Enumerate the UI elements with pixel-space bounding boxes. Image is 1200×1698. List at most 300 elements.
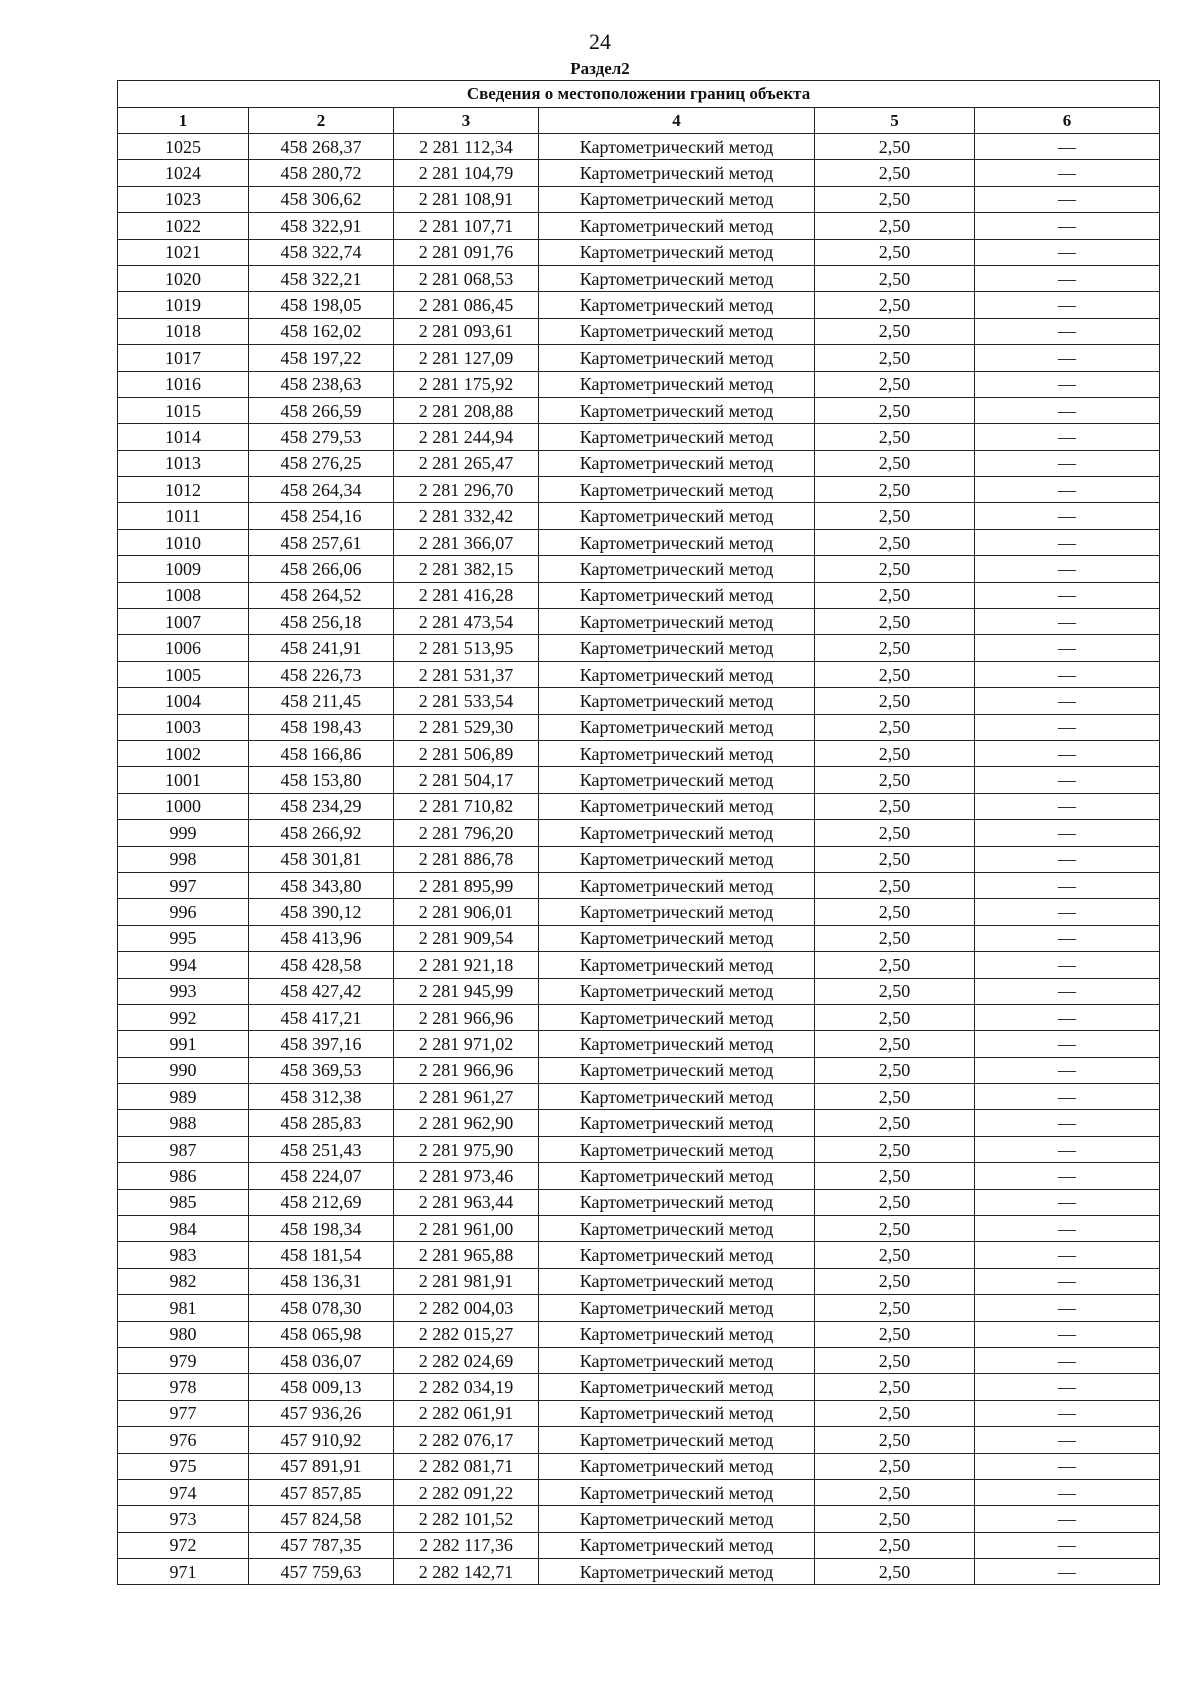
table-row xyxy=(118,1136,1160,1162)
x-coordinate-cell: 458 181,54 xyxy=(249,1242,394,1268)
method-cell: Картометрический метод xyxy=(539,1321,815,1347)
point-number-cell: 983 xyxy=(118,1242,249,1268)
boundary-coordinates-table xyxy=(117,80,1160,1585)
method-cell: Картометрический метод xyxy=(539,688,815,714)
x-coordinate-cell: 458 312,38 xyxy=(249,1084,394,1110)
x-coordinate-cell: 458 254,16 xyxy=(249,503,394,529)
description-cell: — xyxy=(975,582,1160,608)
table-row xyxy=(118,160,1160,186)
point-number-cell: 1005 xyxy=(118,661,249,687)
x-coordinate-cell: 457 910,92 xyxy=(249,1427,394,1453)
x-coordinate-cell: 458 322,21 xyxy=(249,265,394,291)
x-coordinate-cell: 458 136,31 xyxy=(249,1268,394,1294)
method-cell: Картометрический метод xyxy=(539,1189,815,1215)
table-row xyxy=(118,1031,1160,1057)
table-row xyxy=(118,397,1160,423)
point-number-cell: 1002 xyxy=(118,740,249,766)
table-row xyxy=(118,1004,1160,1030)
point-number-cell: 979 xyxy=(118,1347,249,1373)
point-number-cell: 976 xyxy=(118,1427,249,1453)
table-row xyxy=(118,1084,1160,1110)
accuracy-cell: 2,50 xyxy=(815,767,975,793)
y-coordinate-cell: 2 281 965,88 xyxy=(394,1242,539,1268)
description-cell: — xyxy=(975,1216,1160,1242)
method-cell: Картометрический метод xyxy=(539,503,815,529)
table-row xyxy=(118,793,1160,819)
table-row xyxy=(118,872,1160,898)
description-cell: — xyxy=(975,793,1160,819)
x-coordinate-cell: 458 065,98 xyxy=(249,1321,394,1347)
point-number-cell: 1013 xyxy=(118,450,249,476)
point-number-cell: 996 xyxy=(118,899,249,925)
method-cell: Картометрический метод xyxy=(539,1004,815,1030)
method-cell: Картометрический метод xyxy=(539,1295,815,1321)
y-coordinate-cell: 2 281 921,18 xyxy=(394,952,539,978)
table-caption-row xyxy=(118,81,1160,108)
point-number-cell: 971 xyxy=(118,1559,249,1585)
x-coordinate-cell: 457 824,58 xyxy=(249,1506,394,1532)
point-number-cell: 1016 xyxy=(118,371,249,397)
method-cell: Картометрический метод xyxy=(539,978,815,1004)
point-number-cell: 997 xyxy=(118,872,249,898)
point-number-cell: 1015 xyxy=(118,397,249,423)
accuracy-cell: 2,50 xyxy=(815,239,975,265)
point-number-cell: 987 xyxy=(118,1136,249,1162)
method-cell: Картометрический метод xyxy=(539,397,815,423)
table-row xyxy=(118,503,1160,529)
point-number-cell: 1011 xyxy=(118,503,249,529)
description-cell: — xyxy=(975,1242,1160,1268)
method-cell: Картометрический метод xyxy=(539,1057,815,1083)
method-cell: Картометрический метод xyxy=(539,1506,815,1532)
table-row xyxy=(118,318,1160,344)
point-number-cell: 985 xyxy=(118,1189,249,1215)
point-number-cell: 981 xyxy=(118,1295,249,1321)
accuracy-cell: 2,50 xyxy=(815,978,975,1004)
method-cell: Картометрический метод xyxy=(539,186,815,212)
description-cell: — xyxy=(975,820,1160,846)
table-row xyxy=(118,1189,1160,1215)
table-row xyxy=(118,1057,1160,1083)
description-cell: — xyxy=(975,740,1160,766)
point-number-cell: 1014 xyxy=(118,424,249,450)
x-coordinate-cell: 458 256,18 xyxy=(249,609,394,635)
x-coordinate-cell: 457 857,85 xyxy=(249,1479,394,1505)
column-number: 5 xyxy=(815,108,975,134)
point-number-cell: 973 xyxy=(118,1506,249,1532)
description-cell: — xyxy=(975,265,1160,291)
accuracy-cell: 2,50 xyxy=(815,529,975,555)
accuracy-cell: 2,50 xyxy=(815,265,975,291)
method-cell: Картометрический метод xyxy=(539,1479,815,1505)
description-cell: — xyxy=(975,186,1160,212)
table-row xyxy=(118,265,1160,291)
y-coordinate-cell: 2 281 975,90 xyxy=(394,1136,539,1162)
x-coordinate-cell: 458 279,53 xyxy=(249,424,394,450)
description-cell: — xyxy=(975,1057,1160,1083)
method-cell: Картометрический метод xyxy=(539,1532,815,1558)
y-coordinate-cell: 2 281 382,15 xyxy=(394,556,539,582)
description-cell: — xyxy=(975,477,1160,503)
accuracy-cell: 2,50 xyxy=(815,556,975,582)
description-cell: — xyxy=(975,1189,1160,1215)
point-number-cell: 993 xyxy=(118,978,249,1004)
method-cell: Картометрический метод xyxy=(539,1216,815,1242)
point-number-cell: 982 xyxy=(118,1268,249,1294)
description-cell: — xyxy=(975,1110,1160,1136)
accuracy-cell: 2,50 xyxy=(815,1479,975,1505)
accuracy-cell: 2,50 xyxy=(815,450,975,476)
x-coordinate-cell: 458 036,07 xyxy=(249,1347,394,1373)
y-coordinate-cell: 2 281 068,53 xyxy=(394,265,539,291)
table-row xyxy=(118,635,1160,661)
method-cell: Картометрический метод xyxy=(539,134,815,160)
method-cell: Картометрический метод xyxy=(539,265,815,291)
description-cell: — xyxy=(975,1295,1160,1321)
x-coordinate-cell: 458 266,92 xyxy=(249,820,394,846)
description-cell: — xyxy=(975,1084,1160,1110)
method-cell: Картометрический метод xyxy=(539,740,815,766)
x-coordinate-cell: 458 241,91 xyxy=(249,635,394,661)
y-coordinate-cell: 2 281 963,44 xyxy=(394,1189,539,1215)
description-cell: — xyxy=(975,239,1160,265)
x-coordinate-cell: 458 397,16 xyxy=(249,1031,394,1057)
x-coordinate-cell: 458 427,42 xyxy=(249,978,394,1004)
description-cell: — xyxy=(975,371,1160,397)
x-coordinate-cell: 458 343,80 xyxy=(249,872,394,898)
x-coordinate-cell: 458 166,86 xyxy=(249,740,394,766)
description-cell: — xyxy=(975,1347,1160,1373)
method-cell: Картометрический метод xyxy=(539,1400,815,1426)
method-cell: Картометрический метод xyxy=(539,635,815,661)
table-row xyxy=(118,1295,1160,1321)
accuracy-cell: 2,50 xyxy=(815,899,975,925)
description-cell: — xyxy=(975,1479,1160,1505)
accuracy-cell: 2,50 xyxy=(815,1347,975,1373)
description-cell: — xyxy=(975,952,1160,978)
y-coordinate-cell: 2 281 473,54 xyxy=(394,609,539,635)
table-row xyxy=(118,925,1160,951)
x-coordinate-cell: 458 268,37 xyxy=(249,134,394,160)
x-coordinate-cell: 458 078,30 xyxy=(249,1295,394,1321)
point-number-cell: 1006 xyxy=(118,635,249,661)
description-cell: — xyxy=(975,1400,1160,1426)
point-number-cell: 992 xyxy=(118,1004,249,1030)
y-coordinate-cell: 2 281 966,96 xyxy=(394,1004,539,1030)
y-coordinate-cell: 2 281 529,30 xyxy=(394,714,539,740)
x-coordinate-cell: 458 197,22 xyxy=(249,345,394,371)
accuracy-cell: 2,50 xyxy=(815,925,975,951)
y-coordinate-cell: 2 281 108,91 xyxy=(394,186,539,212)
y-coordinate-cell: 2 281 107,71 xyxy=(394,213,539,239)
y-coordinate-cell: 2 281 112,34 xyxy=(394,134,539,160)
x-coordinate-cell: 458 257,61 xyxy=(249,529,394,555)
point-number-cell: 995 xyxy=(118,925,249,951)
x-coordinate-cell: 458 301,81 xyxy=(249,846,394,872)
y-coordinate-cell: 2 281 906,01 xyxy=(394,899,539,925)
x-coordinate-cell: 458 280,72 xyxy=(249,160,394,186)
x-coordinate-cell: 458 153,80 xyxy=(249,767,394,793)
y-coordinate-cell: 2 281 208,88 xyxy=(394,397,539,423)
accuracy-cell: 2,50 xyxy=(815,1084,975,1110)
y-coordinate-cell: 2 281 961,00 xyxy=(394,1216,539,1242)
accuracy-cell: 2,50 xyxy=(815,371,975,397)
description-cell: — xyxy=(975,529,1160,555)
y-coordinate-cell: 2 281 296,70 xyxy=(394,477,539,503)
y-coordinate-cell: 2 281 710,82 xyxy=(394,793,539,819)
method-cell: Картометрический метод xyxy=(539,371,815,397)
table-row xyxy=(118,477,1160,503)
y-coordinate-cell: 2 281 971,02 xyxy=(394,1031,539,1057)
y-coordinate-cell: 2 282 142,71 xyxy=(394,1559,539,1585)
y-coordinate-cell: 2 282 015,27 xyxy=(394,1321,539,1347)
x-coordinate-cell: 458 417,21 xyxy=(249,1004,394,1030)
accuracy-cell: 2,50 xyxy=(815,160,975,186)
accuracy-cell: 2,50 xyxy=(815,1374,975,1400)
table-row xyxy=(118,1453,1160,1479)
description-cell: — xyxy=(975,160,1160,186)
accuracy-cell: 2,50 xyxy=(815,582,975,608)
x-coordinate-cell: 457 936,26 xyxy=(249,1400,394,1426)
point-number-cell: 1004 xyxy=(118,688,249,714)
x-coordinate-cell: 458 162,02 xyxy=(249,318,394,344)
y-coordinate-cell: 2 281 909,54 xyxy=(394,925,539,951)
description-cell: — xyxy=(975,1559,1160,1585)
accuracy-cell: 2,50 xyxy=(815,1321,975,1347)
accuracy-cell: 2,50 xyxy=(815,740,975,766)
y-coordinate-cell: 2 282 091,22 xyxy=(394,1479,539,1505)
point-number-cell: 1008 xyxy=(118,582,249,608)
accuracy-cell: 2,50 xyxy=(815,1427,975,1453)
table-row xyxy=(118,1163,1160,1189)
x-coordinate-cell: 458 238,63 xyxy=(249,371,394,397)
x-coordinate-cell: 458 212,69 xyxy=(249,1189,394,1215)
accuracy-cell: 2,50 xyxy=(815,1189,975,1215)
table-row xyxy=(118,1479,1160,1505)
method-cell: Картометрический метод xyxy=(539,345,815,371)
accuracy-cell: 2,50 xyxy=(815,186,975,212)
y-coordinate-cell: 2 282 034,19 xyxy=(394,1374,539,1400)
point-number-cell: 1010 xyxy=(118,529,249,555)
description-cell: — xyxy=(975,714,1160,740)
description-cell: — xyxy=(975,1136,1160,1162)
table-row xyxy=(118,661,1160,687)
point-number-cell: 984 xyxy=(118,1216,249,1242)
x-coordinate-cell: 458 211,45 xyxy=(249,688,394,714)
column-number-row xyxy=(118,108,1160,134)
y-coordinate-cell: 2 281 886,78 xyxy=(394,846,539,872)
x-coordinate-cell: 458 234,29 xyxy=(249,793,394,819)
y-coordinate-cell: 2 281 091,76 xyxy=(394,239,539,265)
table-row xyxy=(118,899,1160,925)
method-cell: Картометрический метод xyxy=(539,292,815,318)
accuracy-cell: 2,50 xyxy=(815,1110,975,1136)
x-coordinate-cell: 458 224,07 xyxy=(249,1163,394,1189)
accuracy-cell: 2,50 xyxy=(815,318,975,344)
point-number-cell: 977 xyxy=(118,1400,249,1426)
table-row xyxy=(118,820,1160,846)
description-cell: — xyxy=(975,899,1160,925)
y-coordinate-cell: 2 282 024,69 xyxy=(394,1347,539,1373)
x-coordinate-cell: 458 009,13 xyxy=(249,1374,394,1400)
description-cell: — xyxy=(975,767,1160,793)
x-coordinate-cell: 457 891,91 xyxy=(249,1453,394,1479)
accuracy-cell: 2,50 xyxy=(815,1532,975,1558)
accuracy-cell: 2,50 xyxy=(815,1216,975,1242)
method-cell: Картометрический метод xyxy=(539,767,815,793)
y-coordinate-cell: 2 281 531,37 xyxy=(394,661,539,687)
table-row xyxy=(118,1110,1160,1136)
method-cell: Картометрический метод xyxy=(539,529,815,555)
point-number-cell: 1009 xyxy=(118,556,249,582)
y-coordinate-cell: 2 282 081,71 xyxy=(394,1453,539,1479)
table-row xyxy=(118,213,1160,239)
x-coordinate-cell: 458 276,25 xyxy=(249,450,394,476)
method-cell: Картометрический метод xyxy=(539,925,815,951)
description-cell: — xyxy=(975,872,1160,898)
description-cell: — xyxy=(975,609,1160,635)
accuracy-cell: 2,50 xyxy=(815,1453,975,1479)
accuracy-cell: 2,50 xyxy=(815,1400,975,1426)
method-cell: Картометрический метод xyxy=(539,1242,815,1268)
method-cell: Картометрический метод xyxy=(539,477,815,503)
method-cell: Картометрический метод xyxy=(539,1110,815,1136)
x-coordinate-cell: 458 264,34 xyxy=(249,477,394,503)
description-cell: — xyxy=(975,1374,1160,1400)
table-row xyxy=(118,952,1160,978)
column-number: 2 xyxy=(249,108,394,134)
point-number-cell: 1023 xyxy=(118,186,249,212)
accuracy-cell: 2,50 xyxy=(815,134,975,160)
method-cell: Картометрический метод xyxy=(539,318,815,344)
column-number: 6 xyxy=(975,108,1160,134)
table-row xyxy=(118,688,1160,714)
column-number: 3 xyxy=(394,108,539,134)
table-row xyxy=(118,1242,1160,1268)
method-cell: Картометрический метод xyxy=(539,450,815,476)
point-number-cell: 1000 xyxy=(118,793,249,819)
accuracy-cell: 2,50 xyxy=(815,1268,975,1294)
description-cell: — xyxy=(975,1163,1160,1189)
method-cell: Картометрический метод xyxy=(539,1136,815,1162)
y-coordinate-cell: 2 281 093,61 xyxy=(394,318,539,344)
description-cell: — xyxy=(975,1321,1160,1347)
y-coordinate-cell: 2 281 945,99 xyxy=(394,978,539,1004)
accuracy-cell: 2,50 xyxy=(815,1559,975,1585)
accuracy-cell: 2,50 xyxy=(815,846,975,872)
y-coordinate-cell: 2 282 076,17 xyxy=(394,1427,539,1453)
method-cell: Картометрический метод xyxy=(539,213,815,239)
section-title: Раздел2 xyxy=(570,59,630,78)
y-coordinate-cell: 2 281 513,95 xyxy=(394,635,539,661)
y-coordinate-cell: 2 281 265,47 xyxy=(394,450,539,476)
method-cell: Картометрический метод xyxy=(539,661,815,687)
method-cell: Картометрический метод xyxy=(539,1559,815,1585)
method-cell: Картометрический метод xyxy=(539,714,815,740)
point-number-cell: 972 xyxy=(118,1532,249,1558)
x-coordinate-cell: 458 390,12 xyxy=(249,899,394,925)
x-coordinate-cell: 458 266,59 xyxy=(249,397,394,423)
table-row xyxy=(118,292,1160,318)
table-row xyxy=(118,345,1160,371)
y-coordinate-cell: 2 281 895,99 xyxy=(394,872,539,898)
accuracy-cell: 2,50 xyxy=(815,793,975,819)
method-cell: Картометрический метод xyxy=(539,160,815,186)
table-row xyxy=(118,529,1160,555)
method-cell: Картометрический метод xyxy=(539,424,815,450)
accuracy-cell: 2,50 xyxy=(815,397,975,423)
point-number-cell: 1019 xyxy=(118,292,249,318)
description-cell: — xyxy=(975,925,1160,951)
accuracy-cell: 2,50 xyxy=(815,1031,975,1057)
accuracy-cell: 2,50 xyxy=(815,688,975,714)
table-body xyxy=(118,134,1160,1585)
accuracy-cell: 2,50 xyxy=(815,952,975,978)
y-coordinate-cell: 2 281 086,45 xyxy=(394,292,539,318)
point-number-cell: 988 xyxy=(118,1110,249,1136)
y-coordinate-cell: 2 281 506,89 xyxy=(394,740,539,766)
description-cell: — xyxy=(975,846,1160,872)
table-row xyxy=(118,556,1160,582)
table-row xyxy=(118,767,1160,793)
point-number-cell: 1021 xyxy=(118,239,249,265)
y-coordinate-cell: 2 282 004,03 xyxy=(394,1295,539,1321)
table-row xyxy=(118,1216,1160,1242)
point-number-cell: 1024 xyxy=(118,160,249,186)
x-coordinate-cell: 458 306,62 xyxy=(249,186,394,212)
method-cell: Картометрический метод xyxy=(539,1347,815,1373)
description-cell: — xyxy=(975,688,1160,714)
point-number-cell: 986 xyxy=(118,1163,249,1189)
method-cell: Картометрический метод xyxy=(539,820,815,846)
y-coordinate-cell: 2 281 127,09 xyxy=(394,345,539,371)
column-number: 1 xyxy=(118,108,249,134)
table-row xyxy=(118,1427,1160,1453)
accuracy-cell: 2,50 xyxy=(815,1136,975,1162)
method-cell: Картометрический метод xyxy=(539,793,815,819)
x-coordinate-cell: 458 264,52 xyxy=(249,582,394,608)
x-coordinate-cell: 458 198,43 xyxy=(249,714,394,740)
description-cell: — xyxy=(975,503,1160,529)
method-cell: Картометрический метод xyxy=(539,1374,815,1400)
table-row xyxy=(118,582,1160,608)
point-number-cell: 1025 xyxy=(118,134,249,160)
table-row xyxy=(118,239,1160,265)
x-coordinate-cell: 458 369,53 xyxy=(249,1057,394,1083)
y-coordinate-cell: 2 281 416,28 xyxy=(394,582,539,608)
accuracy-cell: 2,50 xyxy=(815,1004,975,1030)
accuracy-cell: 2,50 xyxy=(815,1242,975,1268)
accuracy-cell: 2,50 xyxy=(815,345,975,371)
description-cell: — xyxy=(975,1268,1160,1294)
point-number-cell: 989 xyxy=(118,1084,249,1110)
point-number-cell: 1012 xyxy=(118,477,249,503)
table-row xyxy=(118,978,1160,1004)
description-cell: — xyxy=(975,1004,1160,1030)
y-coordinate-cell: 2 281 961,27 xyxy=(394,1084,539,1110)
table-row xyxy=(118,424,1160,450)
y-coordinate-cell: 2 281 962,90 xyxy=(394,1110,539,1136)
accuracy-cell: 2,50 xyxy=(815,872,975,898)
x-coordinate-cell: 458 226,73 xyxy=(249,661,394,687)
table-row xyxy=(118,1268,1160,1294)
point-number-cell: 978 xyxy=(118,1374,249,1400)
description-cell: — xyxy=(975,635,1160,661)
accuracy-cell: 2,50 xyxy=(815,1057,975,1083)
accuracy-cell: 2,50 xyxy=(815,213,975,239)
accuracy-cell: 2,50 xyxy=(815,820,975,846)
point-number-cell: 974 xyxy=(118,1479,249,1505)
